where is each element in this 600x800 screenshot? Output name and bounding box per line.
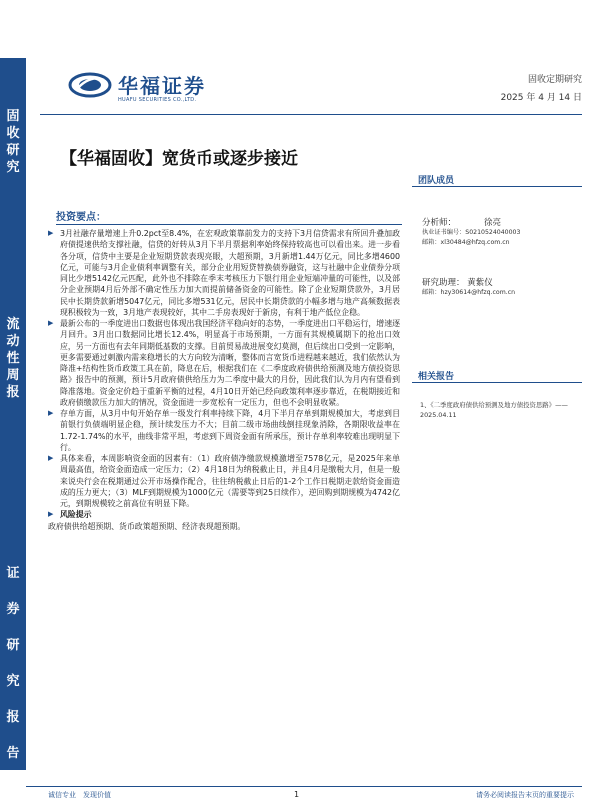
report-type: 固收定期研究	[527, 75, 582, 85]
triangle-bullet-icon: ▶	[48, 454, 54, 462]
sidebar-char: 研	[6, 638, 20, 653]
sidebar-char: 固	[6, 109, 20, 124]
sidebar-section-liquidity-weekly	[0, 316, 26, 401]
sidebar-char: 告	[6, 746, 20, 761]
assistant-card	[422, 276, 592, 298]
header-divider	[40, 114, 582, 115]
sidebar-section-fixed-income	[0, 108, 26, 176]
analyst-label: 分析师：	[422, 218, 457, 228]
key-point-item	[48, 318, 400, 408]
assistant-label: 研究助理：	[422, 278, 465, 288]
sidebar-char: 究	[6, 674, 20, 689]
sidebar-section-securities-report	[0, 556, 26, 772]
related-reports-divider	[412, 382, 582, 383]
sidebar-char: 券	[6, 602, 20, 617]
report-date: 2025 年 4 月 14 日	[500, 93, 582, 103]
risk-item	[48, 509, 400, 520]
key-point-text: 3月社融存量增速上升0.2pct至8.4%，在宏观政策靠前发力的支持下3月信贷需求有所回升叠加政府债提速供给支撑社融，信贷的好转从3月下半月票据利率始终保持较高也可以看出来。进一步看各分项，信贷中主要是企业短期贷款表现亮眼，大超预期，3月新增1.44万亿元，同比多增4600亿元，可能与3月企业债利率调整有关，部分企业用短贷替换债券融资，这与社融中企业债券分项同比少增5142亿元匹配，此外也不排除在季末考核压力下银行用企业短端冲量的可能性，以及部分企业预期4月后外部不确定性压力加大而提前储备资金的可能性。除了企业短期贷款外，3月居民中长期贷款新增5047亿元，同比多增531亿元，居民中长期贷款的小幅多增与地产高频数据表现积极较为一致，3月地产表现较好，其中二手房表现好于新房，有利于地产低位企稳。	[60, 229, 400, 317]
sidebar-char: 证	[6, 566, 20, 581]
key-points-body	[48, 228, 400, 532]
sidebar-char: 收	[6, 126, 20, 141]
footer-divider	[26, 786, 582, 787]
risk-heading: 风险提示	[60, 510, 92, 520]
key-point-item	[48, 408, 400, 453]
sidebar-char: 动	[6, 334, 20, 349]
analyst-name: 徐亮	[484, 218, 502, 228]
sidebar-char: 报	[6, 385, 20, 400]
page-title: 【华福固收】宽货币或逐步接近	[60, 149, 298, 169]
assistant-name: 黄紫仪	[467, 278, 493, 288]
sidebar-char: 流	[6, 317, 20, 332]
left-sidebar	[0, 58, 26, 770]
related-report-link[interactable]: 1、《二季度政府债供给预测及地方债投资思路》——2025.04.11	[420, 401, 568, 419]
key-point-text: 最新公布的一季度进出口数据也体现出我国经济平稳向好的态势，一季度进出口平稳运行，增速逐月回升。3月出口数据同比增长12.4%，明显高于市场预期，一方面有其规模属期下的抢出口效应，另一方面也有去年同期低基数的支撑。目前贸易战进展变幻莫测，但后续出口受到一定影响，更多需要通过刺激内需来稳增长的大方向较为清晰，整体而言宽货币进程越来越近，我们依然认为降准+结构性货币政策工具在前，降息在后，根据我们在《二季度政府债供给预测及地方债投资思路》报告中的预测，预计5月政府债供给压力为二季度中最大的月份，因此我们认为月内有望看到降准落地。资金定价趋于重新平衡的过程，4月10日开始已经向政策利率逐步靠近，在税期接近和政府债缴款压力加大的情况，资金面进一步宽松有一定压力，但也不会明显收紧。	[60, 319, 400, 407]
key-point-text: 具体来看，本周影响资金面的因素有：（1）政府债净缴款规模激增至7578亿元，是2025年来单周最高值，给资金面造成一定压力；（2）4月18日为纳税截止日，并且4月是缴税大月，但是一般来说央行会在税期通过公开市场操作配合，往往纳税截止日后的1-2个工作日税期走款给资金面造成的压力更大；（3）MLF到期规模为1000亿元（需要等到25日续作），逆回购到期规模为4742亿元，到期规模较之前高位有明显下降。	[60, 454, 400, 508]
sidebar-char: 周	[6, 368, 20, 383]
key-points-divider	[56, 224, 402, 225]
sidebar-char: 性	[6, 351, 20, 366]
triangle-bullet-icon: ▶	[48, 510, 54, 519]
related-reports-heading: 相关报告	[418, 372, 455, 382]
sidebar-char: 报	[6, 710, 20, 725]
footer-slogan: 诚信专业 发现价值	[48, 791, 111, 799]
page-number: 1	[294, 790, 300, 799]
huafu-logo-icon	[68, 70, 112, 100]
footer-disclaimer: 请务必阅读报告末页的重要提示	[476, 791, 574, 799]
logo-name: 华福证券	[118, 74, 206, 98]
key-point-text: 存单方面，从3月中旬开始存单一级发行利率持续下降，4月下半月存单到期规模加大，考虑到目前银行负债端明显企稳，预计续发压力不大；目前二级市场曲线倒挂现象消除，各期限收益率在1.72-1.74%的水平，曲线非常平坦，考虑到下周资金面有所承压，预计存单利率较难出现明显下行。	[60, 409, 400, 452]
sidebar-char: 研	[6, 143, 20, 158]
triangle-bullet-icon: ▶	[48, 409, 54, 417]
sidebar-char: 究	[6, 160, 20, 175]
analyst-email: 邮箱：xl30484@hfzq.com.cn	[422, 239, 510, 246]
key-point-item	[48, 453, 400, 509]
risk-text: 政府债供给超预期、货币政策超预期、经济表现超预期。	[48, 521, 246, 531]
assistant-line	[422, 276, 592, 288]
key-points-heading: 投资要点：	[56, 212, 106, 223]
assistant-email: 邮箱：hzy30614@hfzq.com.cn	[422, 289, 516, 296]
team-members-heading: 团队成员	[418, 176, 455, 186]
analyst-card	[422, 216, 592, 248]
logo-english-name: HUAFU SECURITIES CO.,LTD.	[118, 97, 197, 103]
analyst-line	[422, 216, 592, 228]
analyst-cert: 执业证书编号：S0210524040003	[422, 229, 521, 236]
triangle-bullet-icon: ▶	[48, 229, 54, 237]
key-point-item	[48, 228, 400, 318]
team-members-divider	[412, 186, 582, 187]
triangle-bullet-icon: ▶	[48, 319, 54, 327]
